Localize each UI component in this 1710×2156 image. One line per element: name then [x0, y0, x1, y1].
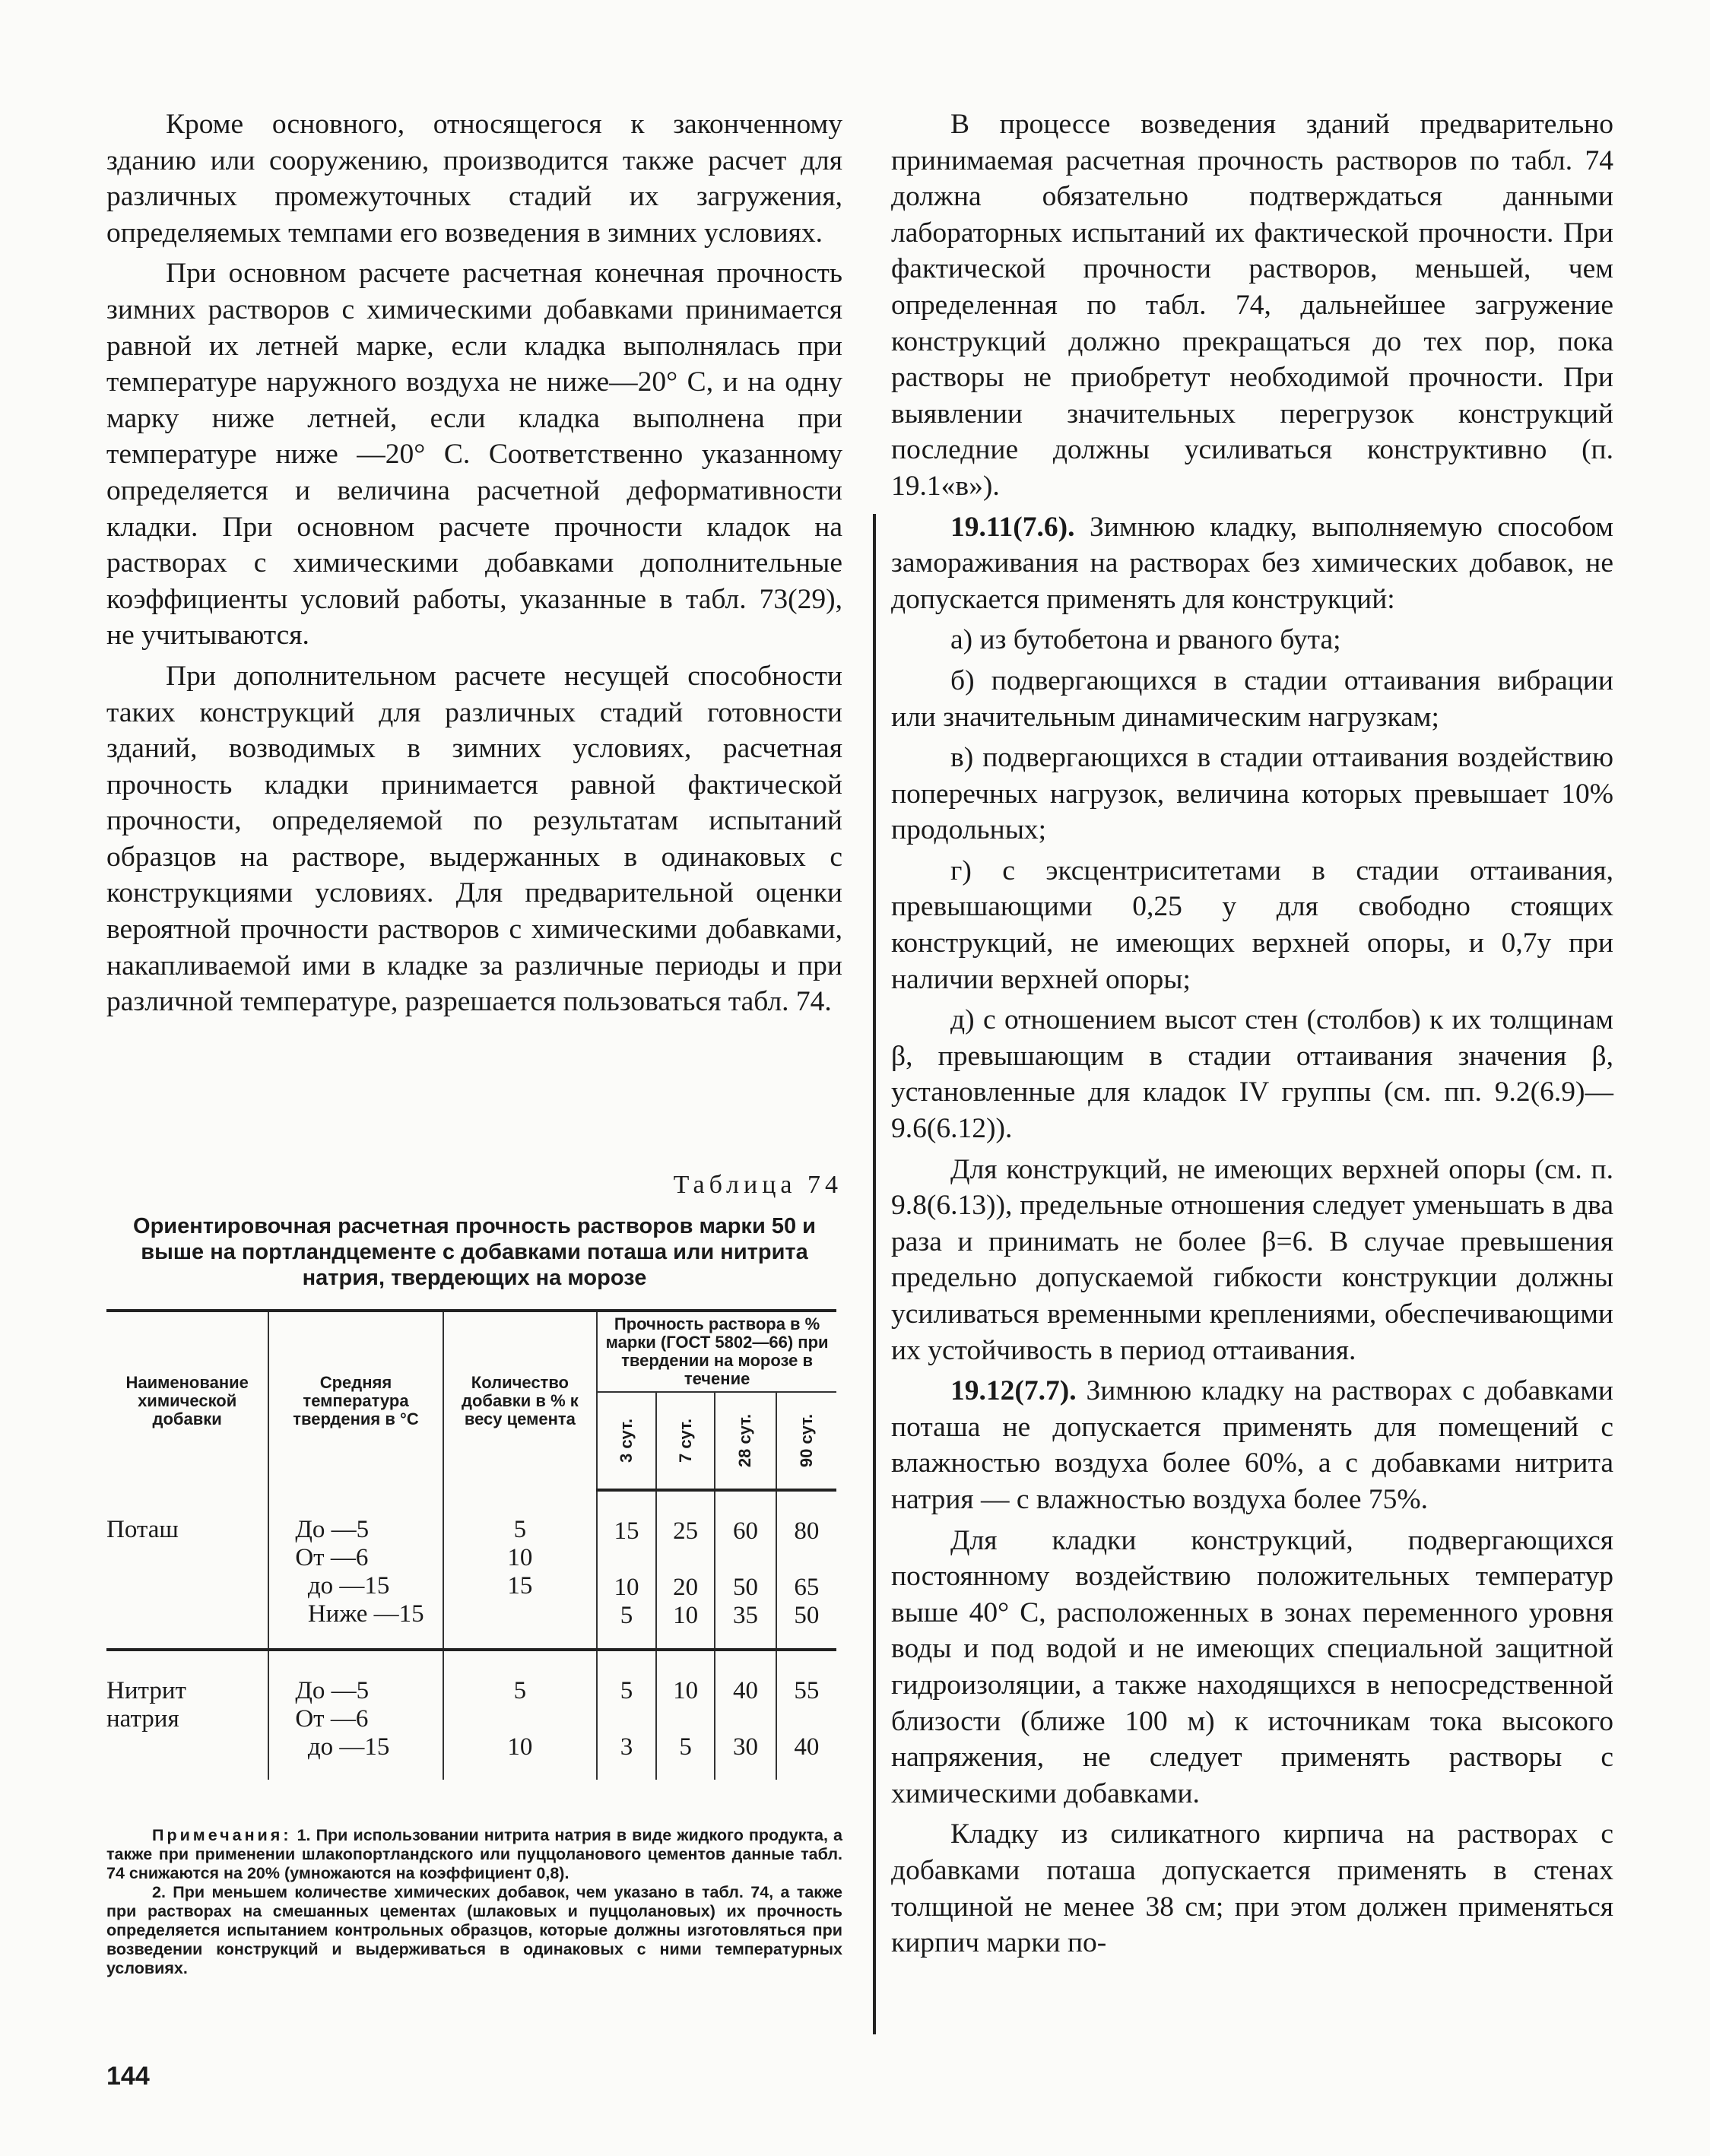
- d90-cell-potash: [776, 1490, 836, 1650]
- left-paragraph-3: При дополнительном расчете несущей способности таких конструкций для различных стадий готовности зданий, возводимых в зимних условиях, расчетная прочность кладки принимается равной фактической прочности, определяемой по результатам испытаний образцов на растворе, выдержанных в одинаковых с конструкциями условиях. Для предварительной оценки вероятной прочности растворов с химическими добавками, накапливаемой ими в кладке за различные периоды и при различной температуре, разрешается пользоваться табл. 74.: [106, 660, 842, 1018]
- temp-line: до —15: [295, 1733, 390, 1761]
- strength-value: 3: [620, 1733, 633, 1761]
- header-day-90-label: 90 сут.: [796, 1413, 816, 1468]
- amount-cell-potash: [443, 1490, 598, 1650]
- strength-value: 50: [794, 1602, 820, 1629]
- temp-cell-potash: [268, 1490, 443, 1650]
- section-19-11-text: Зимнюю кладку, выполняемую способом замораживания на растворах без химических добавок, не допускается применять для конструкций:: [891, 511, 1613, 615]
- strength-value: 80: [794, 1517, 820, 1545]
- revision-bar: [873, 514, 876, 2034]
- d7-cell-potash: [656, 1490, 715, 1650]
- strength-value: 15: [614, 1517, 639, 1545]
- d7-cell-sodium-nitrite: [656, 1650, 715, 1780]
- header-day-28-label: 28 сут.: [735, 1413, 755, 1468]
- table-label: Таблица 74: [673, 1171, 842, 1199]
- header-day-90: [776, 1392, 836, 1490]
- temp-line: Ниже —15: [295, 1600, 424, 1628]
- note-1-text: 1. При использовании нитрита натрия в виде жидкого продукта, а также при применении шлакопортландского или пуццоланового цементов данные табл. 74 снижаются на 20% (умножаются на коэффициент 0,8).: [106, 1826, 843, 1882]
- strength-value: [782, 1705, 832, 1733]
- left-column: [106, 106, 842, 1025]
- strength-value: 55: [794, 1677, 820, 1704]
- strength-value: 10: [673, 1602, 699, 1629]
- strength-value: 25: [673, 1517, 699, 1545]
- right-paragraph-2: Для конструкций, не имеющих верхней опоры (см. п. 9.8(6.13)), предельные отношения следует уменьшать в два раза и принимать не более β=6. В случае превышения предельно допускаемой гибкости конструкции должны усиливаться временными креплениями, обеспечивающими их устойчивость в период оттаивания.: [891, 1153, 1613, 1366]
- amount-value: 5: [513, 1677, 527, 1704]
- strength-value: [661, 1705, 710, 1733]
- amount-value: 5: [513, 1516, 527, 1543]
- strength-value: [720, 1705, 770, 1733]
- table-note-1: [106, 1826, 842, 1883]
- header-day-7: [656, 1392, 715, 1490]
- header-day-7-label: 7 сут.: [675, 1418, 695, 1463]
- right-paragraph-3: Для кладки конструкций, подвергающихся постоянному воздействию положительных температур выше 40° С, расположенных в зонах переменного уровня воды и под водой и не имеющих специальной защитной гидроизоляции, а также находящихся в непосредственной близости (ближе 100 м) к источникам тока высокого напряжения, не следует применять растворы с химическими добавками.: [891, 1524, 1613, 1809]
- d3-cell-sodium-nitrite: [597, 1650, 656, 1780]
- list-item-v: в) подвергающихся в стадии оттаивания воздействию поперечных нагрузок, величина которых превышает 10% продольных;: [891, 742, 1613, 846]
- additive-name-potash: Поташ: [106, 1490, 268, 1650]
- strength-value: 5: [620, 1602, 633, 1629]
- table-caption: Ориентировочная расчетная прочность растворов марки 50 и выше на портландцементе с добавками поташа или нитрита натрия, твердеющих на морозе: [133, 1214, 816, 1290]
- section-19-12: [891, 1373, 1613, 1517]
- table-note-2: 2. При меньшем количестве химических добавок, чем указано в табл. 74, а также при растворах на смешанных цементах (шлаковых и пуццолановых) их прочность определяется испытанием контрольных образцов, которые должны изготовляться при возведении конструкций и выдерживаться в одинаковых с ними температурных условиях.: [106, 1883, 842, 1977]
- section-19-12-number: 19.12(7.7).: [950, 1375, 1077, 1407]
- list-item-g: г) с эксцентриситетами в стадии оттаивания, превышающими 0,25 y для свободно стоящих конструкций, не имеющих верхней опоры, и 0,7y при наличии верхней опоры;: [891, 854, 1613, 995]
- amount-cell-sodium-nitrite: [443, 1650, 598, 1780]
- temp-line: От —6: [295, 1544, 369, 1571]
- d3-cell-potash: [597, 1490, 656, 1650]
- temp-line: До —5: [295, 1516, 370, 1543]
- page-number: 144: [106, 2062, 150, 2091]
- strength-value: [782, 1546, 832, 1574]
- strength-value: [602, 1546, 651, 1574]
- table-row-potash: [106, 1490, 836, 1650]
- temp-line: От —6: [295, 1705, 369, 1733]
- header-temperature: Средняя температура твердения в °С: [268, 1311, 443, 1490]
- strength-table: [106, 1309, 836, 1780]
- table-notes: [106, 1826, 842, 1978]
- notes-label: Примечания:: [152, 1826, 292, 1844]
- header-day-3-label: 3 сут.: [616, 1418, 636, 1463]
- header-strength: Прочность раствора в % марки (ГОСТ 5802—66) при твердении на морозе в течение: [597, 1311, 836, 1392]
- strength-value: 40: [733, 1677, 759, 1704]
- strength-value: 20: [673, 1574, 699, 1601]
- right-paragraph-4: Кладку из силикатного кирпича на растворах с добавками поташа допускается применять в стенах толщиной не менее 38 см; при этом должен применяться кирпич марки по-: [891, 1818, 1613, 1959]
- strength-value: 50: [733, 1574, 759, 1601]
- strength-value: 60: [733, 1517, 759, 1545]
- amount-value: 10: [507, 1544, 533, 1571]
- d28-cell-sodium-nitrite: [715, 1650, 776, 1780]
- right-column: [891, 106, 1613, 1966]
- strength-value: 5: [679, 1733, 692, 1761]
- amount-value: 15: [507, 1572, 533, 1600]
- strength-value: 10: [673, 1677, 699, 1704]
- right-paragraph-1: В процессе возведения зданий предварительно принимаемая расчетная прочность растворов по табл. 74 должна обязательно подтверждаться данными лабораторных испытаний их фактической прочности. При фактической прочности растворов, меньшей, чем определенная по табл. 74, дальнейшее загружение конструкций должно прекращаться до тех пор, пока растворы не приобретут необходимой прочности. При выявлении значительных перегрузок конструкций последние должны усиливаться конструктивно (п. 19.1«в»).: [891, 109, 1613, 502]
- header-day-28: [715, 1392, 776, 1490]
- strength-value: 5: [620, 1677, 633, 1704]
- amount-value: 10: [507, 1733, 533, 1761]
- temp-line: до —15: [295, 1572, 390, 1600]
- additive-name-sodium-nitrite: Нитрит натрия: [106, 1677, 186, 1733]
- temp-line: До —5: [295, 1677, 370, 1704]
- header-additive-amount: Количество добавки в % к весу цемента: [443, 1311, 598, 1490]
- strength-value: 10: [614, 1574, 639, 1601]
- header-additive-name: Наименование химической добавки: [106, 1311, 268, 1490]
- strength-value: 30: [733, 1733, 759, 1761]
- strength-value: 65: [794, 1574, 820, 1601]
- left-paragraph-1: Кроме основного, относящегося к законченному зданию или сооружению, производится также расчет для различных промежуточных стадий их загружения, определяемых темпами его возведения в зимних условиях.: [106, 109, 842, 249]
- table-row-sodium-nitrite: [106, 1650, 836, 1780]
- strength-value: 40: [794, 1733, 820, 1761]
- strength-value: 35: [733, 1602, 759, 1629]
- amount-value: [449, 1705, 592, 1733]
- section-19-11-number: 19.11(7.6).: [950, 511, 1075, 543]
- temp-cell-sodium-nitrite: [268, 1650, 443, 1780]
- strength-value: [602, 1705, 651, 1733]
- d90-cell-sodium-nitrite: [776, 1650, 836, 1780]
- strength-value: [720, 1546, 770, 1574]
- section-19-12-text: Зимнюю кладку на растворах с добавками поташа не допускается применять для помещений с влажностью воздуха более 60%, а с добавками нитрита натрия — с влажностью воздуха более 75%.: [891, 1375, 1613, 1515]
- header-day-3: [597, 1392, 656, 1490]
- list-item-b: б) подвергающихся в стадии оттаивания вибрации или значительным динамическим нагрузкам;: [891, 664, 1613, 733]
- d28-cell-potash: [715, 1490, 776, 1650]
- left-paragraph-2: При основном расчете расчетная конечная прочность зимних растворов с химическими добавками принимается равной их летней марке, если кладка выполнялась при температуре наружного воздуха не ниже—20° С, и на одну марку ниже летней, если кладка выполнена при температуре ниже —20° С. Соответственно указанному определяется и величина расчетной деформативности кладки. При основном расчете прочности кладок на растворах с химическими добавками дополнительные коэффициенты условий работы, указанные в табл. 73(29), не учитываются.: [106, 258, 842, 652]
- section-19-11: [891, 509, 1613, 618]
- strength-value: [661, 1546, 710, 1574]
- list-item-a: а) из бутобетона и рваного бута;: [950, 624, 1341, 656]
- list-item-d: д) с отношением высот стен (столбов) к их толщинам β, превышающим в стадии оттаивания значения β, установленные для кладок IV группы (см. пп. 9.2(6.9)—9.6(6.12)).: [891, 1004, 1613, 1145]
